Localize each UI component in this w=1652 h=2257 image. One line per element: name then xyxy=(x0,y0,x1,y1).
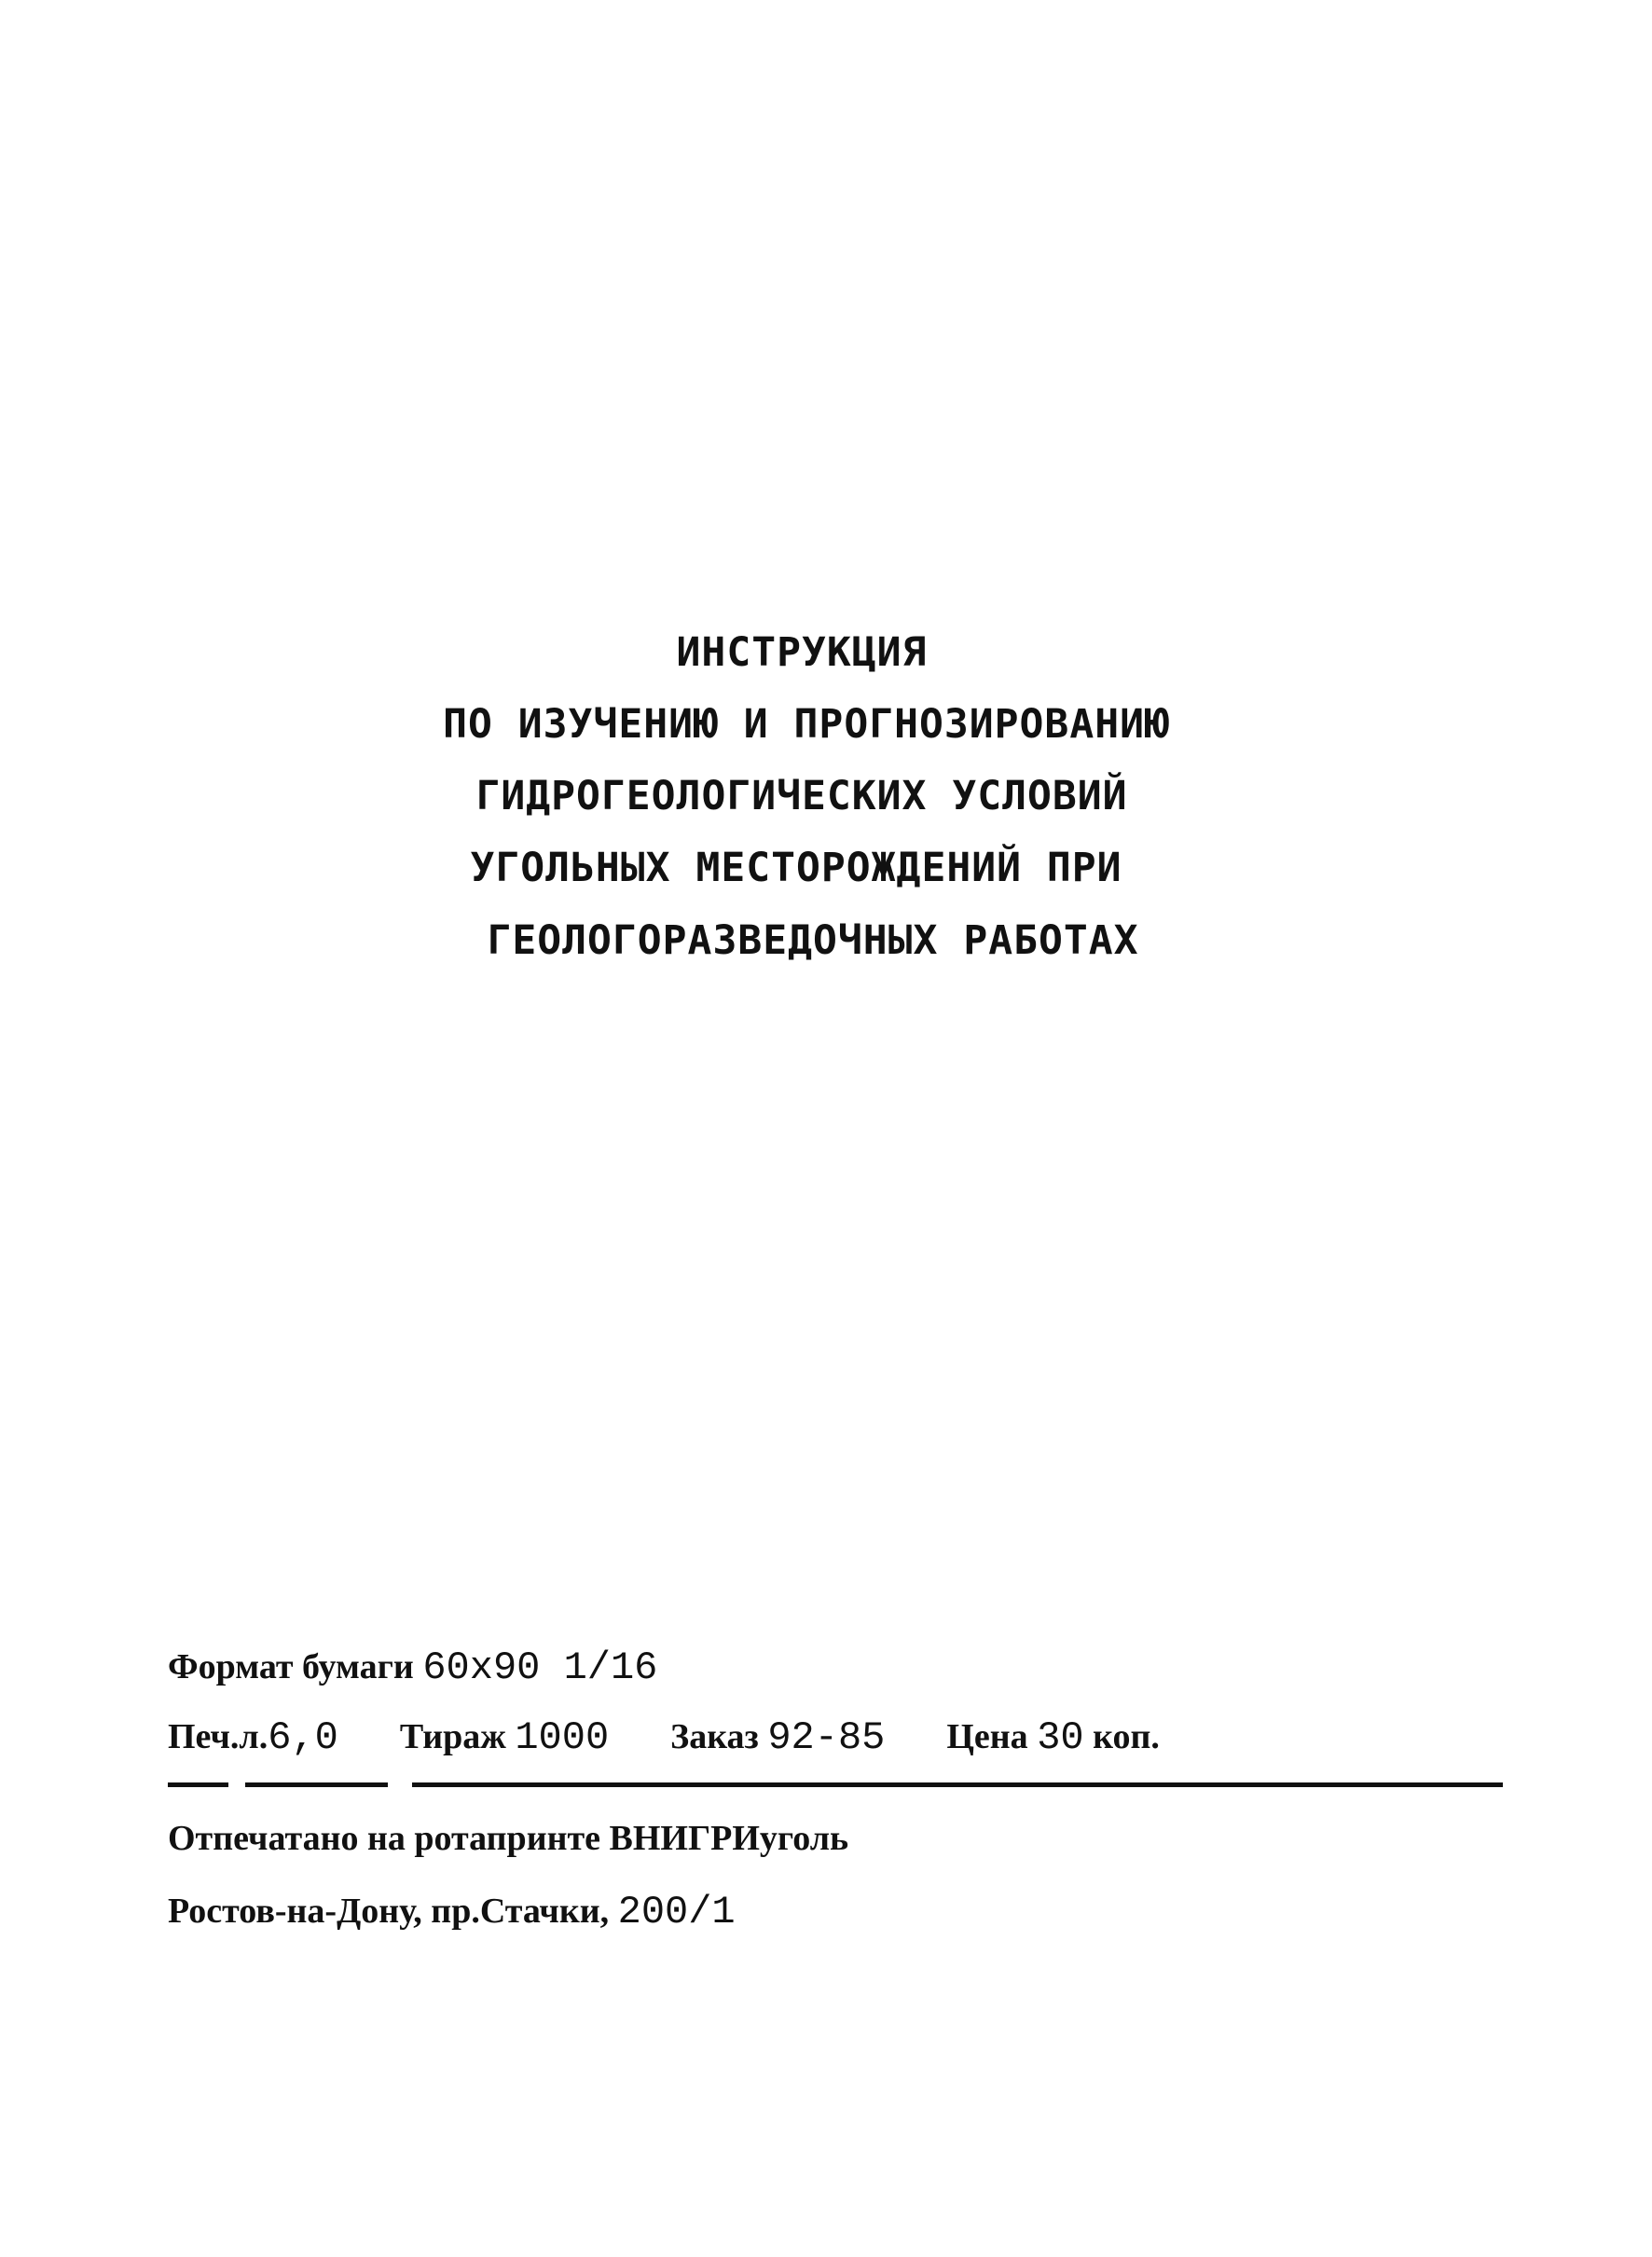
address-line xyxy=(168,1890,736,1934)
paper-format-label: Формат бумаги xyxy=(168,1647,414,1686)
printed-sheets-label: Печ.л. xyxy=(168,1717,268,1756)
title-line-1: ИНСТРУКЦИЯ xyxy=(676,629,928,676)
print-run-label: Тираж xyxy=(399,1717,506,1756)
title-line-2: ПО ИЗУЧЕНИЮ И ПРОГНОЗИРОВАНИЮ xyxy=(443,701,1170,748)
address-text: Ростов-на-Дону, пр.Стачки, xyxy=(168,1892,610,1931)
divider-rule xyxy=(412,1782,1503,1787)
printed-sheets xyxy=(168,1715,338,1760)
title-line-5: ГЕОЛОГОРАЗВЕДОЧНЫХ РАБОТАХ xyxy=(487,917,1139,964)
paper-format-value: 60x90 1/16 xyxy=(422,1645,658,1690)
order-value: 92-85 xyxy=(767,1715,886,1760)
price-value: 30 xyxy=(1037,1715,1084,1760)
order-label: Заказ xyxy=(670,1717,759,1756)
price-unit: коп. xyxy=(1093,1717,1160,1756)
order-number xyxy=(670,1715,885,1760)
divider-rule xyxy=(168,1782,228,1787)
print-run-value: 1000 xyxy=(515,1715,610,1760)
print-run xyxy=(400,1715,609,1760)
print-details-line xyxy=(168,1715,1160,1760)
title-line-3: ГИДРОГЕОЛОГИЧЕСКИХ УСЛОВИЙ xyxy=(475,773,1128,819)
price-label: Цена xyxy=(946,1717,1028,1756)
printed-sheets-value: 6,0 xyxy=(268,1715,338,1760)
price xyxy=(946,1715,1160,1760)
address-number: 200/1 xyxy=(617,1890,736,1934)
printed-by-line: Отпечатано на ротапринте ВНИГРИуголь xyxy=(168,1819,849,1858)
paper-format-line xyxy=(168,1645,657,1690)
divider-rule xyxy=(245,1782,388,1787)
title-line-4: УГОЛЬНЫХ МЕСТОРОЖДЕНИЙ ПРИ xyxy=(470,845,1122,891)
